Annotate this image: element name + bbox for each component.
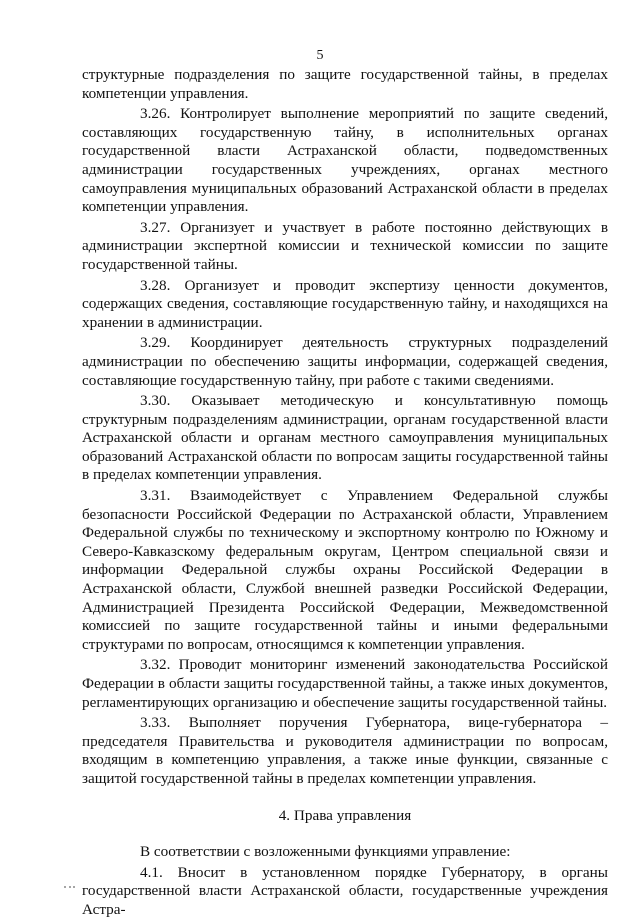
paragraph-3-31: 3.31. Взаимодействует с Управлением Федеральной службы безопасности Российской Федерации по Астраханской области, Управлением Федеральной службы по техническому и экспортному контролю по Южному и Северо-Кавказскому федеральным округам, Центром специальной связи и информации Федеральной службы охраны Российской Федерации в Астраханской области, Службой внешней разведки Российской Федерации, Администрацией Президента Российской Федерации, Межведомственной комиссией по защите государственной тайны и иными федеральными структурами по вопросам, относящимся к компетенции управления. (82, 487, 608, 653)
paragraph-3-30: 3.30. Оказывает методическую и консультативную помощь структурным подразделениям администрации, органам государственной власти Астраханской области и органам местного самоуправления муниципальных образований Астраханской области по вопросам защиты государственной тайны в пределах компетенции управления. (82, 392, 608, 484)
paragraph-intro: В соответствии с возложенными функциями управление: (140, 843, 511, 861)
section-heading: 4. Права управления (278, 806, 412, 824)
paragraph-3-29: 3.29. Координирует деятельность структурных подразделений администрации по обеспечению защиты информации, содержащей сведения, составляющие государственную тайну, при работе с такими сведениями. (82, 334, 608, 389)
paragraph-3-26: 3.26. Контролирует выполнение мероприятий по защите сведений, составляющих государственную тайну, в исполнительных органах государственной власти Астраханской области, подведомственных администрации государственных учреждениях, органах местного самоуправления муниципальных образований Астраханской области в пределах компетенции управления. (82, 105, 608, 216)
paragraph-3-32: 3.32. Проводит мониторинг изменений законодательства Российской Федерации в области защиты государственной тайны, а также иных документов, регламентирующих организацию и обеспечение защиты государственной тайны. (82, 656, 608, 711)
paragraph-3-27: 3.27. Организует и участвует в работе постоянно действующих в администрации экспертной комиссии и технической комиссии по защите государственной тайны. (82, 218, 608, 273)
paragraph-3-28: 3.28. Организует и проводит экспертизу ценности документов, содержащих сведения, составляющие государственную тайну, и находящихся на хранении в администрации. (82, 276, 608, 331)
document-body (82, 66, 608, 922)
scan-artifact (64, 886, 76, 890)
paragraph-3-33: 3.33. Выполняет поручения Губернатора, вице-губернатора – председателя Правительства и руководителя администрации по вопросам, входящим в компетенцию управления, а также иные функции, связанные с защитой государственной тайны в пределах компетенции управления. (82, 714, 608, 787)
page-number: 5 (316, 48, 324, 63)
paragraph-4-1: 4.1. Вносит в установленном порядке Губернатору, в органы государственной власти Астраханской области, государственные учреждения Астра- (82, 863, 608, 918)
paragraph-continuation: структурные подразделения по защите государственной тайны, в пределах компетенции управления. (82, 66, 608, 102)
